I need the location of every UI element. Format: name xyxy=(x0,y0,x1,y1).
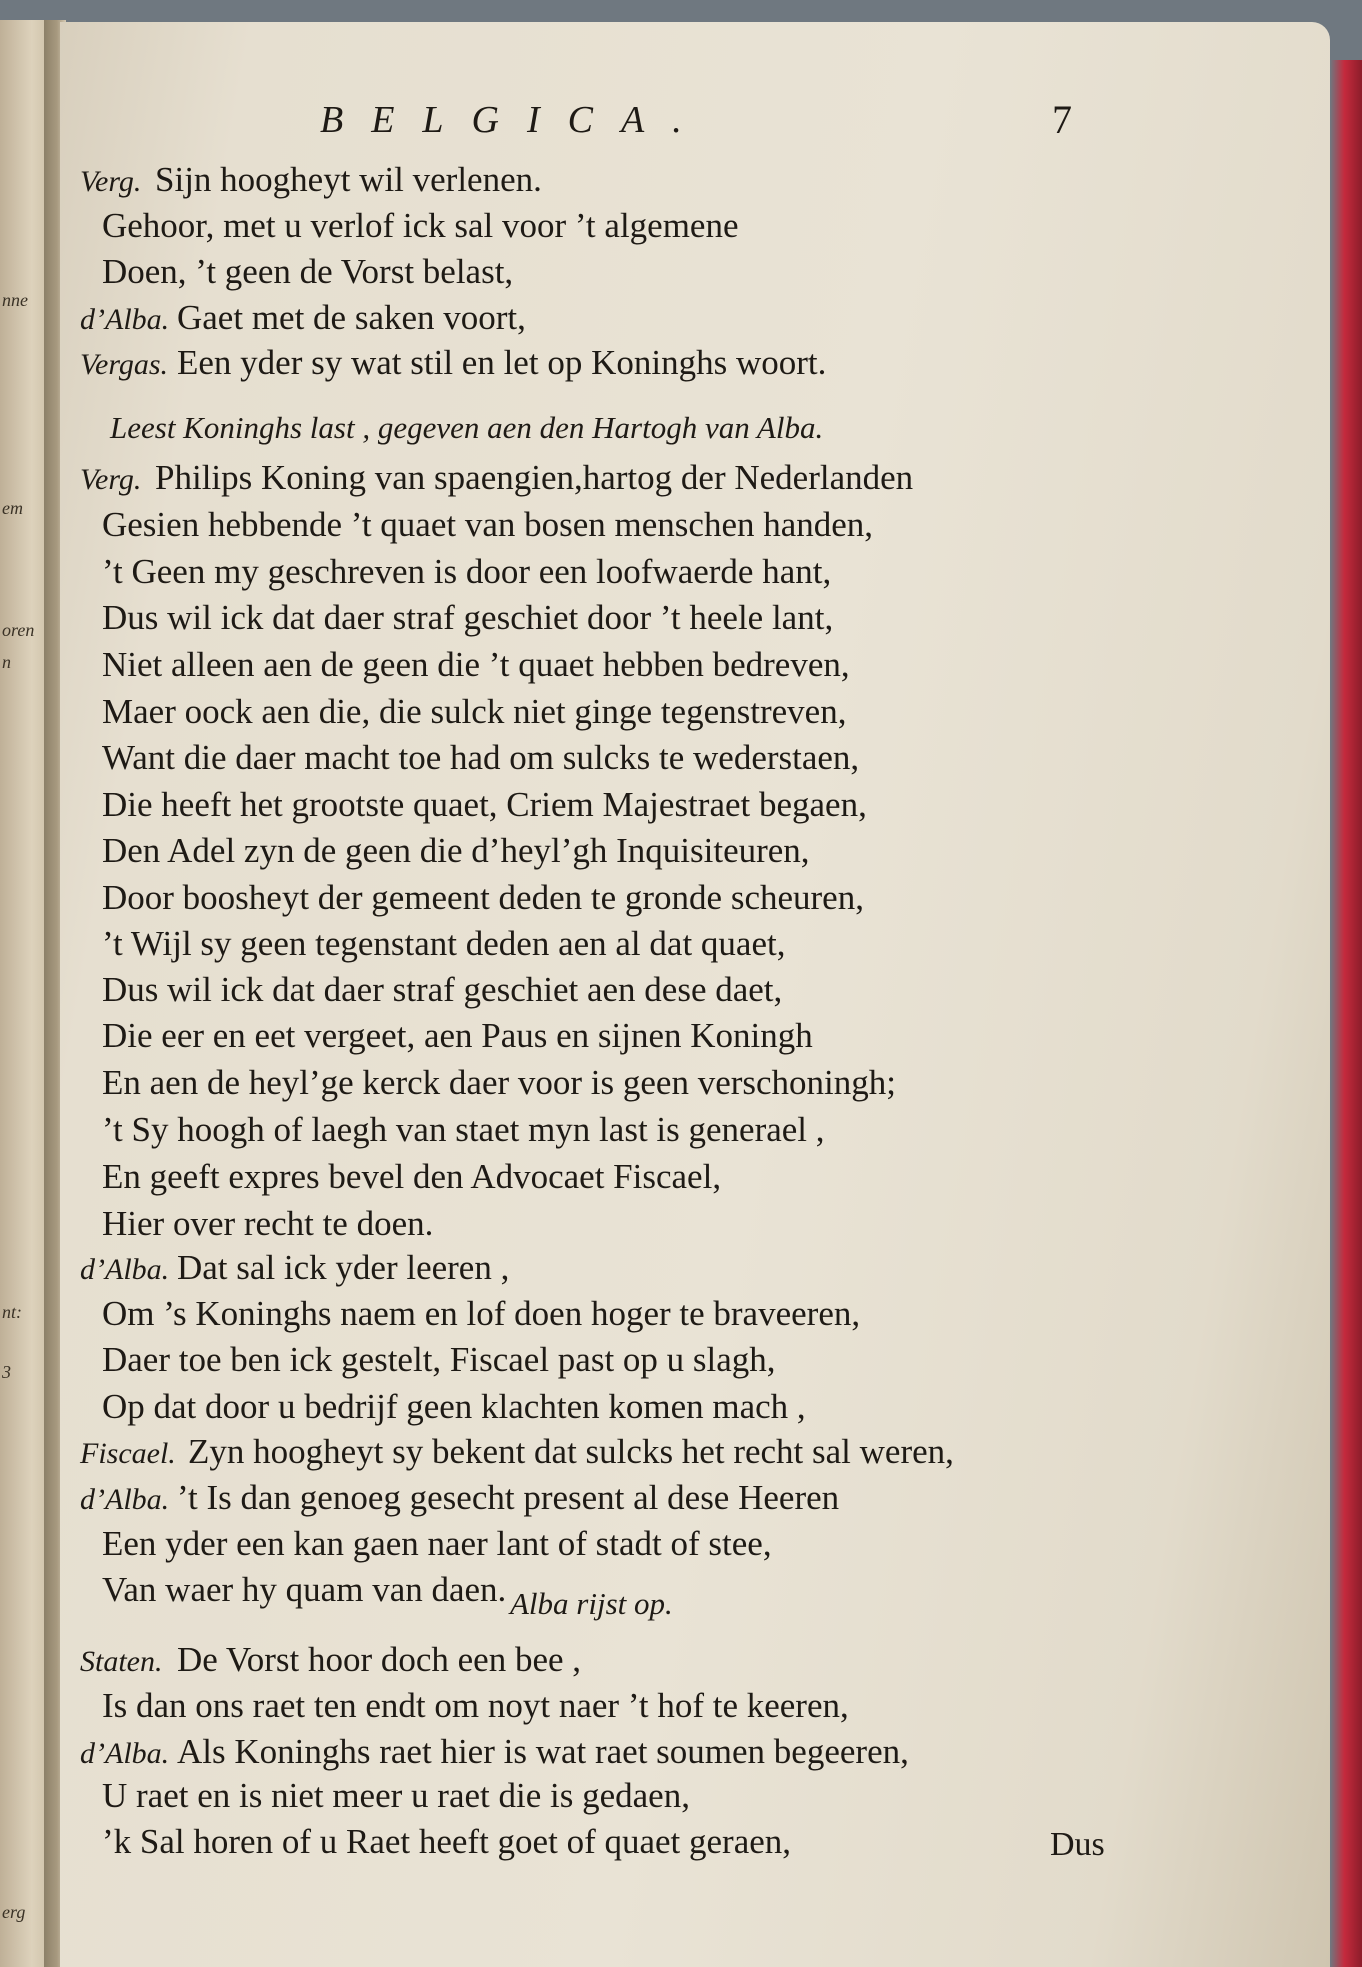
verse-line xyxy=(80,505,873,545)
verse-line-text: Den Adel zyn de geen die d’heyl’gh Inquisiteuren, xyxy=(102,831,810,870)
verse-line xyxy=(80,1110,825,1150)
page-number: 7 xyxy=(1052,97,1072,142)
left-page-fragment: nt: xyxy=(2,1302,22,1322)
verse-line-text: ’t Sy hoogh of laegh van staet myn last is generael , xyxy=(102,1110,825,1149)
verse-line-text: Gaet met de saken voort, xyxy=(177,298,526,337)
verse-line xyxy=(80,878,864,918)
verse-line xyxy=(80,1822,791,1862)
verse-line-text: Die heeft het grootste quaet, Criem Majestraet begaen, xyxy=(102,785,867,824)
verse-line xyxy=(80,1063,896,1103)
verse-line xyxy=(80,1686,849,1726)
verse-line xyxy=(80,831,810,871)
verse-line xyxy=(80,1570,506,1610)
verse-line xyxy=(80,924,785,964)
verse-line-text: Een yder sy wat stil en let op Koninghs woort. xyxy=(177,343,827,382)
verse-line: d’Alba. Dat sal ick yder leeren , xyxy=(80,1248,510,1287)
verse-line-text: Want die daer macht toe had om sulcks te wederstaen, xyxy=(102,738,860,777)
verse-line: d’Alba. ’t Is dan genoeg gesecht present al dese Heeren xyxy=(80,1478,840,1517)
stage-direction-rises: Alba rijst op. xyxy=(510,1586,673,1621)
verse-line-text: Sijn hoogheyt wil verlenen. xyxy=(155,160,542,199)
verse-line-text: Dat sal ick yder leeren , xyxy=(177,1248,510,1287)
verse-line: d’Alba. Als Koninghs raet hier is wat raet soumen begeeren, xyxy=(80,1732,909,1771)
verse-line-text: De Vorst hoor doch een bee , xyxy=(177,1640,582,1679)
verse-line-text: En aen de heyl’ge kerck daer voor is geen verschoningh; xyxy=(102,1063,896,1102)
verse-line xyxy=(80,970,782,1010)
verse-line-text: Op dat door u bedrijf geen klachten komen mach , xyxy=(102,1387,806,1426)
verse-line: Vergas. Een yder sy wat stil en let op Koninghs woort. xyxy=(80,343,827,382)
verse-line-text: ’t Is dan genoeg gesecht present al dese Heeren xyxy=(177,1478,840,1517)
verse-line: Verg. Sijn hoogheyt wil verlenen. xyxy=(80,160,542,199)
verse-line: Staten. De Vorst hoor doch een bee , xyxy=(80,1640,582,1679)
verse-line-text: Gehoor, met u verlof ick sal voor ’t algemene xyxy=(102,206,739,245)
verse-line xyxy=(80,785,867,825)
verse-line-text: Dus wil ick dat daer straf geschiet aen dese daet, xyxy=(102,970,783,1009)
verse-line xyxy=(80,598,833,638)
verse-line-text: U raet en is niet meer u raet die is gedaen, xyxy=(102,1776,690,1815)
verse-line: d’Alba. Gaet met de saken voort, xyxy=(80,298,526,337)
verse-line-text: En geeft expres bevel den Advocaet Fiscael, xyxy=(102,1157,722,1196)
left-page-fragment: em xyxy=(2,498,23,518)
verse-line-text: Doen, ’t geen de Vorst belast, xyxy=(102,252,514,291)
verse-line xyxy=(80,1524,772,1564)
verse-line-text: ’t Wijl sy geen tegenstant deden aen al dat quaet, xyxy=(102,924,786,963)
verse-line-text: Daer toe ben ick gestelt, Fiscael past op u slagh, xyxy=(102,1340,776,1379)
verse-line-text: Zyn hoogheyt sy bekent dat sulcks het recht sal weren, xyxy=(188,1432,954,1471)
verse-line-text: Als Koninghs raet hier is wat raet soumen begeeren, xyxy=(177,1732,909,1771)
verse-line-text: Gesien hebbende ’t quaet van bosen menschen handen, xyxy=(102,505,874,544)
catchword: Dus xyxy=(1050,1826,1105,1863)
left-page-fragment: n xyxy=(2,652,11,672)
verse-line-text: Maer oock aen die, die sulck niet ginge tegenstreven, xyxy=(102,692,847,731)
verse-line-text: Om ’s Koninghs naem en lof doen hoger te braveeren, xyxy=(102,1294,861,1333)
left-page-fragment: erg xyxy=(2,1902,26,1922)
verse-line xyxy=(80,738,859,778)
verse-line xyxy=(80,1016,813,1056)
left-page-fragment: 3 xyxy=(2,1362,11,1382)
verse-line-text: Philips Koning van spaengien,hartog der Nederlanden xyxy=(155,458,914,497)
verse-line xyxy=(80,692,846,732)
verse-line xyxy=(80,1340,776,1380)
verse-line: Verg. Philips Koning van spaengien,hartog der Nederlanden xyxy=(80,458,914,497)
verse-line xyxy=(80,206,739,246)
verse-line-text: Die eer en eet vergeet, aen Paus en sijnen Koningh xyxy=(102,1016,813,1055)
verse-line-text: Is dan ons raet ten endt om noyt naer ’t hof te keeren, xyxy=(102,1686,849,1725)
verse-line: Fiscael. Zyn hoogheyt sy bekent dat sulcks het recht sal weren, xyxy=(80,1432,954,1471)
verse-line-text: Door boosheyt der gemeent deden te gronde scheuren, xyxy=(102,878,864,917)
verse-line-text: Hier over recht te doen. xyxy=(102,1204,434,1243)
running-title: BELGICA. xyxy=(320,99,710,141)
verse-line xyxy=(80,1294,860,1334)
verse-line-text: Van waer hy quam van daen. xyxy=(102,1570,507,1609)
verse-line-text: Niet alleen aen de geen die ’t quaet hebben bedreven, xyxy=(102,645,850,684)
verse-line-text: ’t Geen my geschreven is door een loofwaerde hant, xyxy=(102,552,832,591)
verse-line-text: ’k Sal horen of u Raet heeft goet of quaet geraen, xyxy=(102,1822,792,1861)
verse-line xyxy=(80,1204,433,1244)
verse-line xyxy=(80,1387,806,1427)
verse-line xyxy=(80,252,513,292)
left-page-fragment: nne xyxy=(2,290,28,310)
verse-line xyxy=(80,1776,690,1816)
book-cover-edge xyxy=(1330,60,1362,1967)
verse-line-text: Een yder een kan gaen naer lant of stadt of stee, xyxy=(102,1524,772,1563)
left-page-fragment: oren xyxy=(2,620,35,640)
verse-line xyxy=(80,1157,721,1197)
verse-line-text: Dus wil ick dat daer straf geschiet door ’t heele lant, xyxy=(102,598,834,637)
stage-direction-reading: Leest Koninghs last , gegeven aen den Hartogh van Alba. xyxy=(110,410,824,445)
verse-line xyxy=(80,645,850,685)
verse-line xyxy=(80,552,831,592)
